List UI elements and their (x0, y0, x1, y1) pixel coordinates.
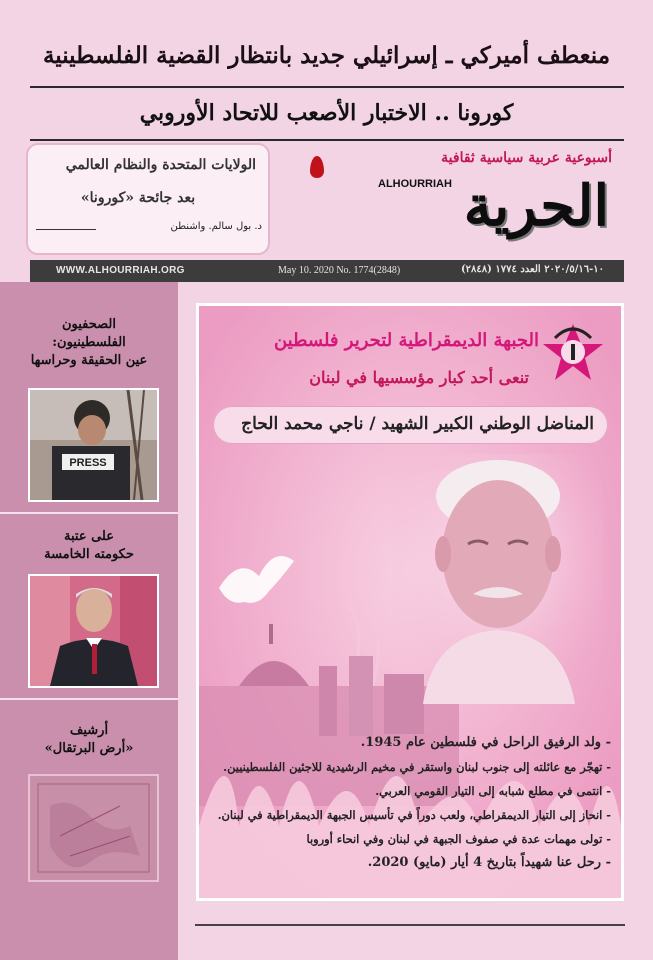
second-headline[interactable]: كورونا .. الاختبار الأصعب للاتحاد الأوروبي (139, 100, 514, 126)
logo-latin-text: ALHOURRIAH (378, 178, 452, 190)
story-title-line: «أرض البرتقال» (44, 741, 134, 756)
headline-divider (30, 86, 624, 88)
bio-line: - تهجّر مع عائلته إلى جنوب لبنان واستقر في مخيم الرشيدية للاجئين الفلسطينيين. (223, 760, 611, 774)
flame-icon (310, 156, 324, 178)
issue-bar (30, 260, 624, 282)
martyr-name: المناضل الوطني الكبير الشهيد / ناجي محمد الحاج (241, 414, 594, 434)
obituary-poster[interactable] (196, 303, 624, 901)
story-title-line: الفلسطينيون: (52, 335, 126, 350)
masthead-subtitle: أسبوعية عربية سياسية ثقافية (441, 150, 612, 166)
politician-photo[interactable] (28, 574, 159, 688)
bio-line: - رحل عنا شهيداً بتاريخ 4 أيار (مايو) 2020. (367, 855, 611, 870)
featured-article-box[interactable] (28, 145, 268, 253)
journalist-image (30, 390, 157, 500)
bio-line: - ولد الرفيق الراحل في فلسطين عام 1945. (360, 735, 611, 750)
top-headline[interactable]: منعطف أميركي ـ إسرائيلي جديد بانتظار القضية الفلسطينية (42, 42, 611, 69)
author-line (36, 229, 96, 230)
bio-line: - انتمى في مطلع شبابه إلى التيار القومي العربي. (375, 784, 611, 798)
story-title-line: حكومته الخامسة (44, 547, 134, 562)
issue-number-arabic: ١٠-٢٠٢٠/٥/١٦ العدد ١٧٧٤ (٢٨٤٨) (460, 264, 604, 275)
poster-front-title: الجبهة الديمقراطية لتحرير فلسطين (273, 330, 539, 351)
story-netanyahu-title[interactable] (0, 528, 178, 564)
issue-date-latin: May 10. 2020 No. 1774(2848) (278, 265, 401, 276)
headline-divider (30, 139, 624, 141)
bio-line: - تولى مهمات عدة في صفوف الجبهة في لبنان وفي انحاء أوروبا (306, 832, 611, 846)
martyr-name-banner (213, 406, 608, 444)
martyr-portrait (393, 454, 603, 704)
left-column (0, 282, 178, 960)
bottom-divider (195, 924, 625, 926)
featured-article-author: د. بول سالم. واشنطن (170, 221, 262, 232)
featured-article-subtitle: بعد جائحة «كورونا» (80, 190, 196, 206)
archive-map-image (30, 776, 157, 880)
masthead-logo[interactable] (300, 168, 615, 246)
story-title-line: عين الحقيقة وحراسها (30, 353, 148, 368)
politician-image (30, 576, 157, 686)
logo-arabic-text: الحرية (463, 173, 609, 239)
poster-mourns-line: تنعى أحد كبار مؤسسيها في لبنان (309, 368, 529, 387)
story-title-line: أرشيف (69, 723, 109, 738)
archive-map-photo[interactable] (28, 774, 159, 882)
front-emblem-icon (541, 320, 605, 384)
story-archive-title[interactable] (0, 722, 178, 758)
press-label: PRESS (69, 457, 107, 469)
bio-line: - انحاز إلى التيار الديمقراطي، ولعب دوراً في تأسيس الجبهة الديمقراطية في لبنان. (217, 808, 611, 822)
journalist-photo[interactable] (28, 388, 159, 502)
website-link[interactable]: WWW.ALHOURRIAH.ORG (56, 265, 185, 276)
column-separator (0, 512, 178, 514)
featured-article-title: الولايات المتحدة والنظام العالمي (65, 157, 256, 173)
story-title-line: على عتبة (64, 529, 114, 544)
story-title-line: الصحفيون (62, 317, 116, 332)
column-separator (0, 698, 178, 700)
martyr-biography (211, 731, 611, 875)
story-journalists-title[interactable] (0, 316, 178, 370)
